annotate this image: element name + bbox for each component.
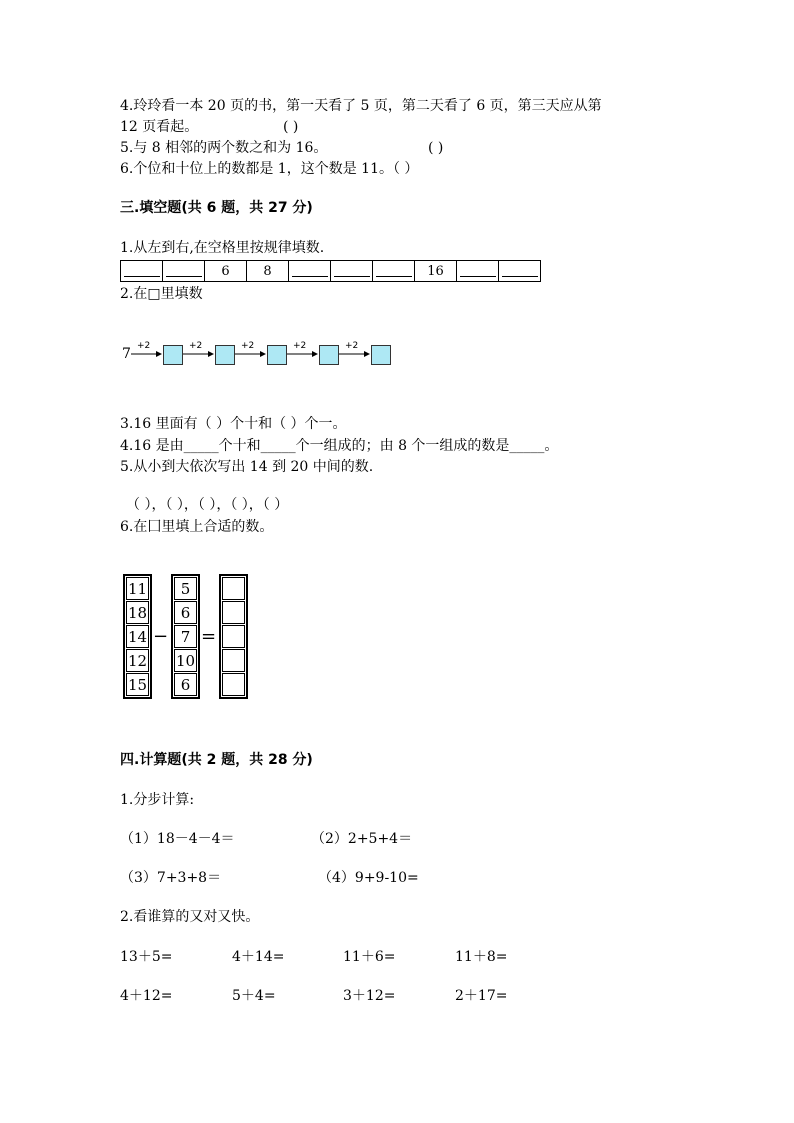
sequence-table: [120, 260, 541, 282]
chain-answer-box[interactable]: [215, 345, 235, 365]
fill-q5: 5.从小到大依次写出 14 到 20 中间的数.: [120, 459, 374, 475]
chain-op: +2: [345, 341, 359, 351]
fill-q6: 6.在囗里填上合适的数。: [120, 519, 274, 535]
chain-answer-box[interactable]: [163, 345, 183, 365]
seq-cell: 16: [415, 261, 457, 282]
calc-q2: 2.看谁算的又对又快。: [120, 909, 260, 925]
subtrahend-cell: 6: [174, 601, 197, 624]
fill-q1: 1.从左到右,在空格里按规律填数.: [120, 240, 325, 256]
minuend-column: [123, 574, 152, 699]
fill-q5-blanks[interactable]: （ ），（ ），（ ），（ ），（ ）: [126, 497, 289, 513]
result-cell[interactable]: [222, 577, 245, 600]
calc-item: （2）2+5+4＝: [311, 831, 413, 847]
judge-q4-line1: 4.玲玲看一本 20 页的书，第一天看了 5 页，第二天看了 6 页，第三天应从第: [120, 98, 602, 114]
seq-cell[interactable]: [331, 261, 373, 282]
subtrahend-cell: 7: [174, 625, 197, 648]
chain-answer-box[interactable]: [267, 345, 287, 365]
quick-calc-item: 4＋14=: [232, 949, 285, 965]
judge-q4-answer[interactable]: ( ): [283, 119, 299, 135]
result-cell[interactable]: [222, 601, 245, 624]
seq-cell: 6: [205, 261, 247, 282]
minuend-cell: 12: [126, 649, 149, 672]
chain-op: +2: [137, 341, 151, 351]
result-cell[interactable]: [222, 649, 245, 672]
quick-calc-item: 2＋17=: [455, 988, 508, 1004]
chain-answer-box[interactable]: [371, 345, 391, 365]
minuend-cell: 15: [126, 673, 149, 696]
seq-cell[interactable]: [457, 261, 499, 282]
seq-cell[interactable]: [121, 261, 163, 282]
minuend-cell: 18: [126, 601, 149, 624]
chain-op: +2: [241, 341, 255, 351]
subtrahend-cell: 6: [174, 673, 197, 696]
seq-cell[interactable]: [163, 261, 205, 282]
judge-q4-line2: 12 页看起。: [120, 119, 199, 135]
quick-calc-item: 11＋6=: [343, 949, 396, 965]
section-calc-title: 四.计算题(共 2 题，共 28 分): [120, 752, 313, 768]
result-cell[interactable]: [222, 673, 245, 696]
subtrahend-cell: 5: [174, 577, 197, 600]
calc-item: （1）18－4－4＝: [120, 831, 235, 847]
section-fill-title: 三.填空题(共 6 题，共 27 分): [120, 200, 313, 216]
seq-cell[interactable]: [373, 261, 415, 282]
chain-answer-box[interactable]: [319, 345, 339, 365]
quick-calc-item: 11＋8=: [455, 949, 508, 965]
chain-op: +2: [189, 341, 203, 351]
subtrahend-column: [171, 574, 200, 699]
calc-q1: 1.分步计算:: [120, 792, 195, 808]
chain-start: 7: [122, 346, 131, 362]
judge-q5-answer[interactable]: ( ): [428, 140, 444, 156]
minus-sign: −: [153, 626, 169, 647]
seq-cell[interactable]: [289, 261, 331, 282]
fill-q4: 4.16 是由_____个十和_____个一组成的；由 8 个一组成的数是_____。: [120, 438, 559, 454]
judge-q5: 5.与 8 相邻的两个数之和为 16。: [120, 140, 328, 156]
quick-calc-item: 3＋12=: [343, 988, 396, 1004]
result-column: [219, 574, 248, 699]
seq-cell[interactable]: [499, 261, 541, 282]
quick-calc-item: 13＋5=: [120, 949, 173, 965]
quick-calc-item: 5＋4=: [232, 988, 276, 1004]
chain-op: +2: [293, 341, 307, 351]
judge-q6: 6.个位和十位上的数都是 1，这个数是 11。（ ）: [120, 161, 419, 177]
result-cell[interactable]: [222, 625, 245, 648]
seq-cell: 8: [247, 261, 289, 282]
minuend-cell: 14: [126, 625, 149, 648]
fill-q3: 3.16 里面有（ ）个十和（ ）个一。: [120, 416, 347, 432]
minuend-cell: 11: [126, 577, 149, 600]
equals-sign: =: [201, 626, 217, 647]
quick-calc-item: 4＋12=: [120, 988, 173, 1004]
subtrahend-cell: 10: [174, 649, 197, 672]
calc-item: （3）7+3+8＝: [120, 870, 222, 886]
calc-item: （4）9+9-10=: [318, 870, 419, 886]
fill-q2: 2.在□里填数: [120, 286, 203, 302]
